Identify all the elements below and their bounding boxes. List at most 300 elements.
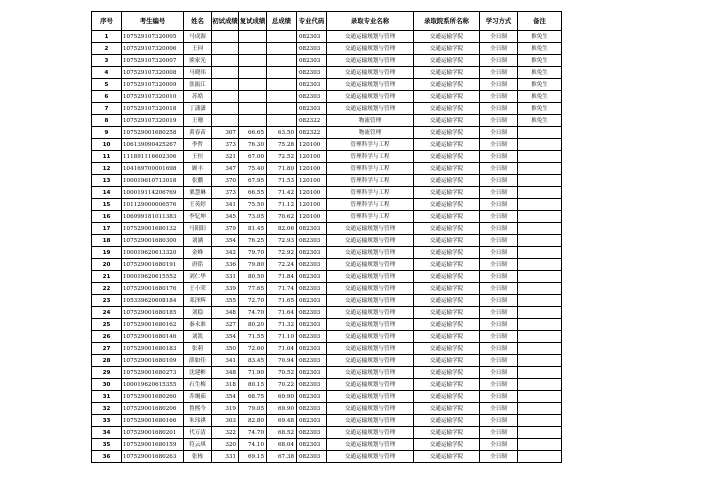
cell-study-mode: 全日制	[480, 367, 518, 379]
cell-major-name: 交通运输规划与管理	[327, 427, 414, 439]
cell-department: 交通运输学院	[414, 271, 480, 283]
cell-retest-score: 67.00	[239, 151, 267, 163]
cell-remarks	[518, 139, 562, 151]
cell-total-score: 71.04	[267, 343, 297, 355]
cell-remarks: 推免生	[518, 115, 562, 127]
cell-remarks	[518, 259, 562, 271]
cell-department: 交通运输学院	[414, 127, 480, 139]
cell-study-mode: 全日制	[480, 235, 518, 247]
cell-initial-score: 373	[212, 187, 239, 199]
cell-name: 金峰	[184, 247, 212, 259]
cell-total-score: 68.52	[267, 427, 297, 439]
cell-name: 张莉	[184, 343, 212, 355]
cell-seq: 12	[92, 163, 122, 175]
cell-major-code: 082303	[297, 67, 327, 79]
cell-exam-id: 105339620608184	[122, 295, 184, 307]
cell-study-mode: 全日制	[480, 31, 518, 43]
cell-remarks	[518, 271, 562, 283]
cell-retest-score: 74.70	[239, 307, 267, 319]
cell-name: 刘凯	[184, 331, 212, 343]
cell-study-mode: 全日制	[480, 91, 518, 103]
table-row	[92, 163, 562, 175]
cell-major-name: 交通运输规划与管理	[327, 415, 414, 427]
cell-seq: 23	[92, 295, 122, 307]
cell-initial-score: 327	[212, 319, 239, 331]
cell-name: 石生梅	[184, 379, 212, 391]
cell-total-score: 72.24	[267, 259, 297, 271]
cell-study-mode: 全日制	[480, 211, 518, 223]
table-row	[92, 103, 562, 115]
table-row	[92, 331, 562, 343]
cell-exam-id: 107529001680176	[122, 283, 184, 295]
table-row	[92, 211, 562, 223]
cell-total-score: 70.62	[267, 211, 297, 223]
cell-major-code: 120100	[297, 151, 327, 163]
cell-initial-score: 354	[212, 331, 239, 343]
cell-retest-score	[239, 43, 267, 55]
header-total-score: 总成绩	[267, 12, 297, 31]
cell-major-name: 交通运输规划与管理	[327, 271, 414, 283]
cell-initial-score: 322	[212, 427, 239, 439]
cell-major-code: 120100	[297, 187, 327, 199]
table-row	[92, 79, 562, 91]
cell-name: 刘仁华	[184, 271, 212, 283]
cell-retest-score	[239, 79, 267, 91]
cell-department: 交通运输学院	[414, 343, 480, 355]
cell-study-mode: 全日制	[480, 175, 518, 187]
cell-major-code: 082303	[297, 91, 327, 103]
cell-name: 张栋	[184, 451, 212, 463]
cell-major-code: 120100	[297, 175, 327, 187]
admission-table	[91, 11, 562, 463]
cell-study-mode: 全日制	[480, 43, 518, 55]
cell-seq: 14	[92, 187, 122, 199]
cell-name: 苏皓	[184, 91, 212, 103]
cell-major-code: 082303	[297, 259, 327, 271]
cell-major-name: 交通运输规划与管理	[327, 439, 414, 451]
cell-study-mode: 全日制	[480, 247, 518, 259]
cell-remarks: 推免生	[518, 31, 562, 43]
cell-study-mode: 全日制	[480, 127, 518, 139]
header-study-mode: 学习方式	[480, 12, 518, 31]
table-row	[92, 439, 562, 451]
cell-exam-id: 107529001680109	[122, 355, 184, 367]
cell-study-mode: 全日制	[480, 115, 518, 127]
cell-retest-score: 81.45	[239, 223, 267, 235]
cell-major-name: 管理科学与工程	[327, 187, 414, 199]
table-row	[92, 367, 562, 379]
table-row	[92, 151, 562, 163]
cell-department: 交通运输学院	[414, 79, 480, 91]
cell-exam-id: 100019620613320	[122, 247, 184, 259]
cell-study-mode: 全日制	[480, 379, 518, 391]
cell-name: 马阳阳	[184, 223, 212, 235]
cell-total-score: 70.22	[267, 379, 297, 391]
cell-department: 交通运输学院	[414, 235, 480, 247]
cell-department: 交通运输学院	[414, 91, 480, 103]
cell-department: 交通运输学院	[414, 283, 480, 295]
cell-retest-score: 80.50	[239, 271, 267, 283]
table-row	[92, 319, 562, 331]
cell-initial-score: 318	[212, 379, 239, 391]
cell-seq: 25	[92, 319, 122, 331]
cell-exam-id: 107529107320005	[122, 31, 184, 43]
cell-name: 朱玮祺	[184, 415, 212, 427]
cell-seq: 17	[92, 223, 122, 235]
cell-major-code: 082303	[297, 451, 327, 463]
cell-exam-id: 107529107320008	[122, 67, 184, 79]
cell-initial-score: 331	[212, 451, 239, 463]
cell-major-name: 交通运输规划与管理	[327, 43, 414, 55]
cell-study-mode: 全日制	[480, 295, 518, 307]
cell-remarks	[518, 403, 562, 415]
cell-initial-score: 319	[212, 403, 239, 415]
table-row	[92, 115, 562, 127]
cell-remarks: 推免生	[518, 55, 562, 67]
cell-name: 丁潇潇	[184, 103, 212, 115]
cell-major-name: 交通运输规划与管理	[327, 391, 414, 403]
cell-remarks: 推免生	[518, 103, 562, 115]
cell-major-name: 管理科学与工程	[327, 175, 414, 187]
cell-seq: 11	[92, 151, 122, 163]
cell-total-score	[267, 79, 297, 91]
cell-remarks	[518, 151, 562, 163]
cell-retest-score	[239, 55, 267, 67]
cell-total-score: 71.74	[267, 283, 297, 295]
cell-major-name: 交通运输规划与管理	[327, 295, 414, 307]
cell-name: 代万清	[184, 427, 212, 439]
cell-seq: 21	[92, 271, 122, 283]
cell-seq: 19	[92, 247, 122, 259]
cell-initial-score: 303	[212, 415, 239, 427]
cell-major-name: 交通运输规划与管理	[327, 223, 414, 235]
cell-exam-id: 107529001680166	[122, 415, 184, 427]
cell-seq: 7	[92, 103, 122, 115]
cell-name: 张鹏	[184, 175, 212, 187]
cell-exam-id: 107529001680263	[122, 451, 184, 463]
cell-study-mode: 全日制	[480, 331, 518, 343]
cell-remarks	[518, 367, 562, 379]
cell-study-mode: 全日制	[480, 67, 518, 79]
cell-remarks	[518, 307, 562, 319]
cell-name: 秦永准	[184, 319, 212, 331]
cell-remarks: 推免生	[518, 79, 562, 91]
cell-study-mode: 全日制	[480, 319, 518, 331]
cell-retest-score	[239, 115, 267, 127]
table-row	[92, 43, 562, 55]
table-body	[92, 31, 562, 463]
cell-retest-score: 73.05	[239, 211, 267, 223]
cell-department: 交通运输学院	[414, 379, 480, 391]
cell-name: 李钇坤	[184, 211, 212, 223]
cell-department: 交通运输学院	[414, 259, 480, 271]
cell-exam-id: 107529107320009	[122, 79, 184, 91]
table-row	[92, 355, 562, 367]
cell-exam-id: 100019620615355	[122, 379, 184, 391]
table-row	[92, 379, 562, 391]
cell-seq: 20	[92, 259, 122, 271]
cell-study-mode: 全日制	[480, 403, 518, 415]
cell-retest-score: 67.95	[239, 175, 267, 187]
cell-initial-score	[212, 55, 239, 67]
cell-exam-id: 107529001680260	[122, 391, 184, 403]
cell-department: 交通运输学院	[414, 223, 480, 235]
cell-department: 交通运输学院	[414, 439, 480, 451]
cell-major-name: 交通运输规划与管理	[327, 355, 414, 367]
cell-name: 顾丰	[184, 163, 212, 175]
cell-initial-score: 345	[212, 211, 239, 223]
cell-seq: 28	[92, 355, 122, 367]
table-row	[92, 187, 562, 199]
cell-major-name: 交通运输规划与管理	[327, 91, 414, 103]
cell-study-mode: 全日制	[480, 355, 518, 367]
cell-department: 交通运输学院	[414, 103, 480, 115]
cell-exam-id: 107529001680185	[122, 307, 184, 319]
cell-seq: 34	[92, 427, 122, 439]
cell-total-score: 63.50	[267, 127, 297, 139]
cell-study-mode: 全日制	[480, 199, 518, 211]
cell-major-name: 交通运输规划与管理	[327, 451, 414, 463]
table-row	[92, 223, 562, 235]
cell-department: 交通运输学院	[414, 355, 480, 367]
cell-major-code: 082303	[297, 355, 327, 367]
cell-major-name: 管理科学与工程	[327, 199, 414, 211]
cell-initial-score	[212, 67, 239, 79]
cell-exam-id: 107529001680206	[122, 403, 184, 415]
cell-total-score: 71.10	[267, 331, 297, 343]
cell-exam-id: 107529001680258	[122, 127, 184, 139]
cell-name: 乔炯茹	[184, 391, 212, 403]
cell-initial-score: 347	[212, 163, 239, 175]
cell-exam-id: 107529107320006	[122, 43, 184, 55]
cell-initial-score: 373	[212, 139, 239, 151]
cell-study-mode: 全日制	[480, 283, 518, 295]
cell-major-code: 082303	[297, 319, 327, 331]
cell-major-code: 082303	[297, 379, 327, 391]
cell-initial-score: 342	[212, 247, 239, 259]
cell-total-score: 72.92	[267, 247, 297, 259]
table-row	[92, 391, 562, 403]
cell-total-score: 71.12	[267, 199, 297, 211]
cell-name: 沈建彬	[184, 367, 212, 379]
cell-remarks	[518, 319, 562, 331]
cell-study-mode: 全日制	[480, 415, 518, 427]
cell-retest-score: 69.15	[239, 451, 267, 463]
cell-retest-score: 80.15	[239, 379, 267, 391]
cell-total-score	[267, 55, 297, 67]
cell-name: 马成源	[184, 31, 212, 43]
cell-department: 交通运输学院	[414, 115, 480, 127]
cell-remarks	[518, 451, 562, 463]
cell-remarks	[518, 223, 562, 235]
cell-seq: 26	[92, 331, 122, 343]
cell-exam-id: 107529001680159	[122, 439, 184, 451]
cell-seq: 33	[92, 415, 122, 427]
cell-exam-id: 107529107320010	[122, 91, 184, 103]
cell-total-score	[267, 67, 297, 79]
cell-initial-score	[212, 103, 239, 115]
table-row	[92, 295, 562, 307]
cell-department: 交通运输学院	[414, 247, 480, 259]
cell-major-code: 120100	[297, 211, 327, 223]
cell-name: 符云琪	[184, 439, 212, 451]
cell-total-score: 67.38	[267, 451, 297, 463]
cell-department: 交通运输学院	[414, 307, 480, 319]
cell-name: 薛如佳	[184, 355, 212, 367]
cell-seq: 18	[92, 235, 122, 247]
header-major-code: 专业代码	[297, 12, 327, 31]
header-row	[92, 12, 562, 31]
cell-exam-id: 107529001680191	[122, 259, 184, 271]
cell-major-code: 082303	[297, 331, 327, 343]
cell-exam-id: 104169700001698	[122, 163, 184, 175]
cell-major-code: 082303	[297, 415, 327, 427]
cell-total-score	[267, 91, 297, 103]
cell-remarks	[518, 187, 562, 199]
table-row	[92, 67, 562, 79]
cell-name: 鲁熙今	[184, 403, 212, 415]
cell-seq: 3	[92, 55, 122, 67]
cell-remarks	[518, 391, 562, 403]
cell-initial-score: 307	[212, 127, 239, 139]
cell-department: 交通运输学院	[414, 211, 480, 223]
cell-department: 交通运输学院	[414, 55, 480, 67]
cell-initial-score: 355	[212, 295, 239, 307]
cell-major-name: 交通运输规划与管理	[327, 247, 414, 259]
cell-study-mode: 全日制	[480, 103, 518, 115]
cell-name: 张振江	[184, 79, 212, 91]
cell-remarks	[518, 343, 562, 355]
cell-initial-score	[212, 91, 239, 103]
cell-initial-score: 320	[212, 439, 239, 451]
cell-exam-id: 100019620615552	[122, 271, 184, 283]
cell-remarks	[518, 439, 562, 451]
cell-remarks	[518, 427, 562, 439]
table-row	[92, 271, 562, 283]
cell-major-name: 交通运输规划与管理	[327, 79, 414, 91]
cell-seq: 13	[92, 175, 122, 187]
cell-major-code: 082303	[297, 43, 327, 55]
cell-major-code: 120100	[297, 199, 327, 211]
cell-major-name: 交通运输规划与管理	[327, 343, 414, 355]
cell-study-mode: 全日制	[480, 343, 518, 355]
table-row	[92, 307, 562, 319]
cell-remarks	[518, 415, 562, 427]
cell-retest-score: 68.75	[239, 391, 267, 403]
cell-major-code: 120100	[297, 139, 327, 151]
cell-name: 刘涵	[184, 235, 212, 247]
cell-major-name: 管理科学与工程	[327, 211, 414, 223]
cell-department: 交通运输学院	[414, 331, 480, 343]
cell-department: 交通运输学院	[414, 451, 480, 463]
cell-remarks	[518, 199, 562, 211]
cell-total-score: 75.28	[267, 139, 297, 151]
cell-seq: 24	[92, 307, 122, 319]
cell-major-code: 082303	[297, 427, 327, 439]
table-row	[92, 259, 562, 271]
cell-seq: 4	[92, 67, 122, 79]
cell-department: 交通运输学院	[414, 175, 480, 187]
cell-exam-id: 107529107320018	[122, 103, 184, 115]
cell-total-score: 72.52	[267, 151, 297, 163]
cell-study-mode: 全日制	[480, 307, 518, 319]
cell-major-code: 082303	[297, 271, 327, 283]
cell-major-code: 082303	[297, 403, 327, 415]
cell-total-score: 71.64	[267, 307, 297, 319]
cell-exam-id: 106139090425267	[122, 139, 184, 151]
table-row	[92, 31, 562, 43]
cell-major-name: 交通运输规划与管理	[327, 367, 414, 379]
header-initial-score: 初试成绩	[212, 12, 239, 31]
header-exam-id: 考生编号	[122, 12, 184, 31]
cell-exam-id: 107529001680183	[122, 343, 184, 355]
table-row	[92, 427, 562, 439]
cell-major-code: 082303	[297, 391, 327, 403]
cell-name: 熊家光	[184, 55, 212, 67]
cell-remarks	[518, 211, 562, 223]
cell-total-score	[267, 31, 297, 43]
cell-retest-score: 79.80	[239, 259, 267, 271]
cell-retest-score: 75.50	[239, 199, 267, 211]
cell-initial-score: 354	[212, 235, 239, 247]
cell-major-code: 082303	[297, 55, 327, 67]
cell-total-score: 71.32	[267, 319, 297, 331]
cell-retest-score: 76.30	[239, 139, 267, 151]
cell-study-mode: 全日制	[480, 391, 518, 403]
cell-name: 马晓玮	[184, 67, 212, 79]
admission-sheet	[91, 11, 562, 463]
cell-seq: 32	[92, 403, 122, 415]
cell-remarks: 推免生	[518, 91, 562, 103]
cell-seq: 31	[92, 391, 122, 403]
table-row	[92, 175, 562, 187]
cell-major-code: 082303	[297, 247, 327, 259]
cell-major-code: 082303	[297, 367, 327, 379]
cell-major-name: 交通运输规划与管理	[327, 103, 414, 115]
cell-name: 李哲	[184, 139, 212, 151]
header-department: 录取院系所名称	[414, 12, 480, 31]
cell-initial-score: 348	[212, 367, 239, 379]
cell-department: 交通运输学院	[414, 187, 480, 199]
cell-name: 王恒	[184, 151, 212, 163]
cell-department: 交通运输学院	[414, 151, 480, 163]
cell-seq: 35	[92, 439, 122, 451]
cell-major-name: 交通运输规划与管理	[327, 55, 414, 67]
cell-total-score: 69.48	[267, 415, 297, 427]
cell-seq: 9	[92, 127, 122, 139]
cell-major-code: 082303	[297, 283, 327, 295]
cell-major-name: 管理科学与工程	[327, 139, 414, 151]
table-row	[92, 199, 562, 211]
cell-total-score	[267, 103, 297, 115]
cell-name: 黄春苗	[184, 127, 212, 139]
table-row	[92, 451, 562, 463]
cell-major-name: 交通运输规划与管理	[327, 379, 414, 391]
cell-department: 交通运输学院	[414, 427, 480, 439]
cell-major-name: 交通运输规划与管理	[327, 31, 414, 43]
cell-exam-id: 100019114206769	[122, 187, 184, 199]
cell-total-score: 71.65	[267, 295, 297, 307]
table-row	[92, 415, 562, 427]
cell-major-name: 物流管理	[327, 127, 414, 139]
cell-name: 栗慧琳	[184, 187, 212, 199]
cell-department: 交通运输学院	[414, 391, 480, 403]
cell-total-score: 69.90	[267, 403, 297, 415]
cell-remarks	[518, 247, 562, 259]
cell-retest-score: 72.60	[239, 343, 267, 355]
cell-exam-id: 107529001680300	[122, 235, 184, 247]
cell-exam-id: 107529107320007	[122, 55, 184, 67]
